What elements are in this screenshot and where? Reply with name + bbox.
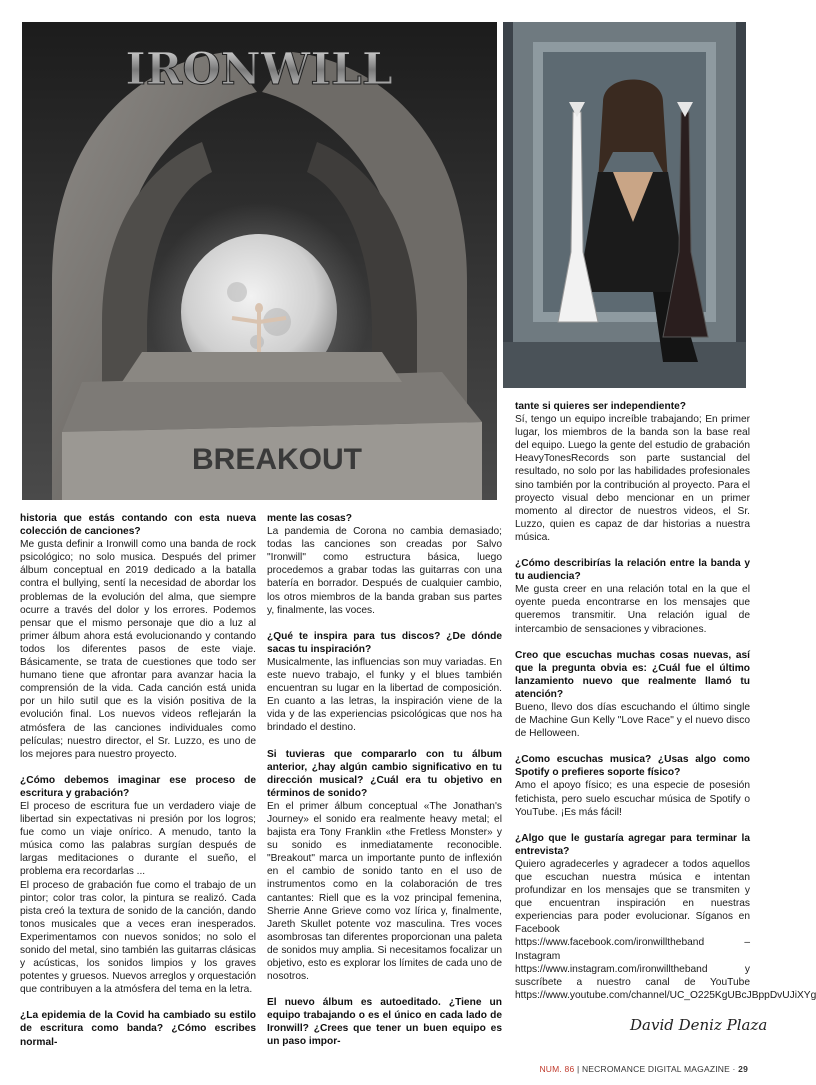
interview-answer: Sí, tengo un equipo increíble trabajando; En primer lugar, los miembros de la banda son la base real del equipo. Luego la gente del estudio de grabación HeavyTonesRecords son parte sustancial del resultado, no solo por las habilidades profesionales sino también por la contribución al proyecto. Para el proyecto visual debo mencionar en un primer momento al director de nuestros videos, el Sr. Luzzo, quien es capaz de dar historias a nuestra música. [515,414,750,543]
band-member-photo-art [503,22,746,388]
footer-separator: · [732,1064,736,1074]
page-number: 29 [738,1064,748,1074]
interview-question: Si tuvieras que compararlo con tu álbum anterior, ¿hay algún cambio significativo en tu dirección musical? ¿Cuál era tu objetivo en términos de sonido? [267,748,502,799]
page-footer: NUM. 86 | NECROMANCE DIGITAL MAGAZINE · 29 [539,1064,748,1074]
band-logo: IRONWILL [125,44,393,95]
interview-answer: Me gusta creer en una relación total en la que el oyente pueda encontrarse en los mensajes que queremos transmitir. Una relación igual de intercambio de sensaciones y vibraciones. [515,584,750,635]
interview-question: ¿Como escuchas musica? ¿Usas algo como Spotify o prefieres soporte físico? [515,754,750,779]
interview-question: ¿Algo que le gustaría agregar para terminar la entrevista? [515,832,750,857]
interview-question: historia que estás contando con esta nueva colección de canciones? [20,513,256,538]
interview-answer: Me gusta definir a Ironwill como una banda de rock psicológico; no solo musica. Después del primer álbum conceptual en 2019 dedicado a la batalla contra el bullying, sentí la necesidad de abordar los problemas de la evolución del alma, que siempre ocurre a través del dolor y los errores. Podemos pensar que el mismo personaje que dio a luz al primer álbum ahora está evolucionando y contando todos los diferentes pasos de este viaje. Básicamente, se trata de cuestiones que todo ser humano tiene que afrontar para avanzar hacia la comprensión de la vida. Cada canción está unida por un hilo sutil que es la visión positiva de la evolución final. Los nuevos videos reflejarán la atmósfera de las canciones individuales como películas; nuestro director, el Sr. Luzzo, es uno de los mejores para nuestro proyecto. [20,539,256,760]
interview-answer: Amo el apoyo físico; es una especie de posesión fetichista, pero suelo escuchar música de Spotify o YouTube. ¡Es más fácil! [515,780,750,818]
interview-question: El nuevo álbum es autoeditado. ¿Tiene un equipo trabajando o es el único en cada lado de Ironwill? ¿Crees que tener un buen equipo es un paso impor- [267,997,502,1048]
interview-question: ¿Cómo describirías la relación entre la banda y tu audiencia? [515,558,750,583]
magazine-name: NECROMANCE DIGITAL MAGAZINE [581,1064,730,1074]
interview-answer: El proceso de escritura fue un verdadero viaje de libertad sin expectativas ni presión por los logros; fue como un viaje onírico. A menudo, tanto la música como las palabras surgían después de largas meditaciones o durante el sueño, el problema era recordarlas ... [20,800,256,878]
interview-answer: En el primer álbum conceptual «The Jonathan's Journey» el sonido era realmente heavy metal; el bajista era Tony Franklin «the Fretless Monster» y su sonido es inmediatamente reconocible. "Breakout" marca un importante punto de inflexión en el cambio de sonido tanto en el uso de instrumentos como en la colaboración de tres cantantes: Riell que es la voz principal femenina, Sherrie Anne Grieve como voz lírica y, finalmente, Jareth Skullet potente voz masculina. Tres voces asombrosas tan diferentes proporcionan una paleta de sonidos muy amplia. Si necesitamos focalizar un objetivo, esto es explorar los límites de cada uno de nosotros. [267,800,502,983]
interview-answer: Musicalmente, las influencias son muy variadas. En este nuevo trabajo, el funky y el blues también encuentran su lugar en la libertad de composición. En cuanto a las letras, la inspiración viene de la vida y de las experiencias psicológicas que nos ha brindado el destino. [267,656,502,734]
album-title: BREAKOUT [192,443,362,476]
band-member-photo [503,22,746,388]
interview-question: Creo que escuchas muchas cosas nuevas, así que la pregunta obvia es: ¿Cuál fue el último lanzamiento nuevo que realmente llamó tu atención? [515,649,750,700]
album-cover-image [22,22,497,500]
interview-answer: La pandemia de Corona no cambia demasiado; todas las canciones son creadas por Salvo "Ironwill" como estructura básica, luego procedemos a grabar todas las guitarras con una batería en borrador. Después de cualquier cambio, los otros miembros de la banda graban sus partes y, finalmente, las voces. [267,526,502,616]
interview-question: ¿Cómo debemos imaginar ese proceso de escritura y grabación? [20,774,256,799]
interview-question: ¿Qué te inspira para tus discos? ¿De dónde sacas tu inspiración? [267,630,502,655]
interview-answer: El proceso de grabación fue como el trabajo de un pintor; color tras color, la pintura se realizó. Cada pista creó la textura de sonido de la canción, dando tonos musicales que a veces eran inesperados. Experimentamos con nuevos sonidos; no solo el sonido del metal, sino también las guitarras clásicas y acústicas, los sonidos limpios y los graves potentes y gruesos. Nuevos arreglos y orquestación que contribuyen a la atmósfera del tema en la letra. [20,879,256,996]
interview-answer: Quiero agradecerles y agradecer a todos aquellos que escuchan nuestra música e intentan profundizar en los mensajes que se transmiten y que encuentran inspiración en nuestras experiencias para poder evolucionar. Síganos en Facebook https://www.facebook.com/ironwilltheband – Instagram https://www.instagram.com/ironwilltheband y suscríbete a nuestro canal de YouTube https://www.youtube.com/channel/UC_O225KgUBcJBppDvUJiXYg [515,858,816,1001]
album-cover-artwork [22,22,497,500]
interview-question: mente las cosas? [267,513,352,524]
author-signature: David Deniz Plaza [630,1016,768,1034]
article-column-3 [515,400,816,1002]
interview-answer: Bueno, llevo dos días escuchando el último single de Machine Gun Kelly "Love Race" y el nuevo disco de Helloween. [515,701,750,740]
article-column-1 [20,512,256,1049]
issue-number: NUM. 86 [539,1064,575,1074]
interview-question: tante si quieres ser independiente? [515,401,686,412]
interview-question: ¿La epidemia de la Covid ha cambiado su estilo de escritura como banda? ¿Cómo escribes normal- [20,1010,256,1048]
article-column-2 [267,512,502,1049]
